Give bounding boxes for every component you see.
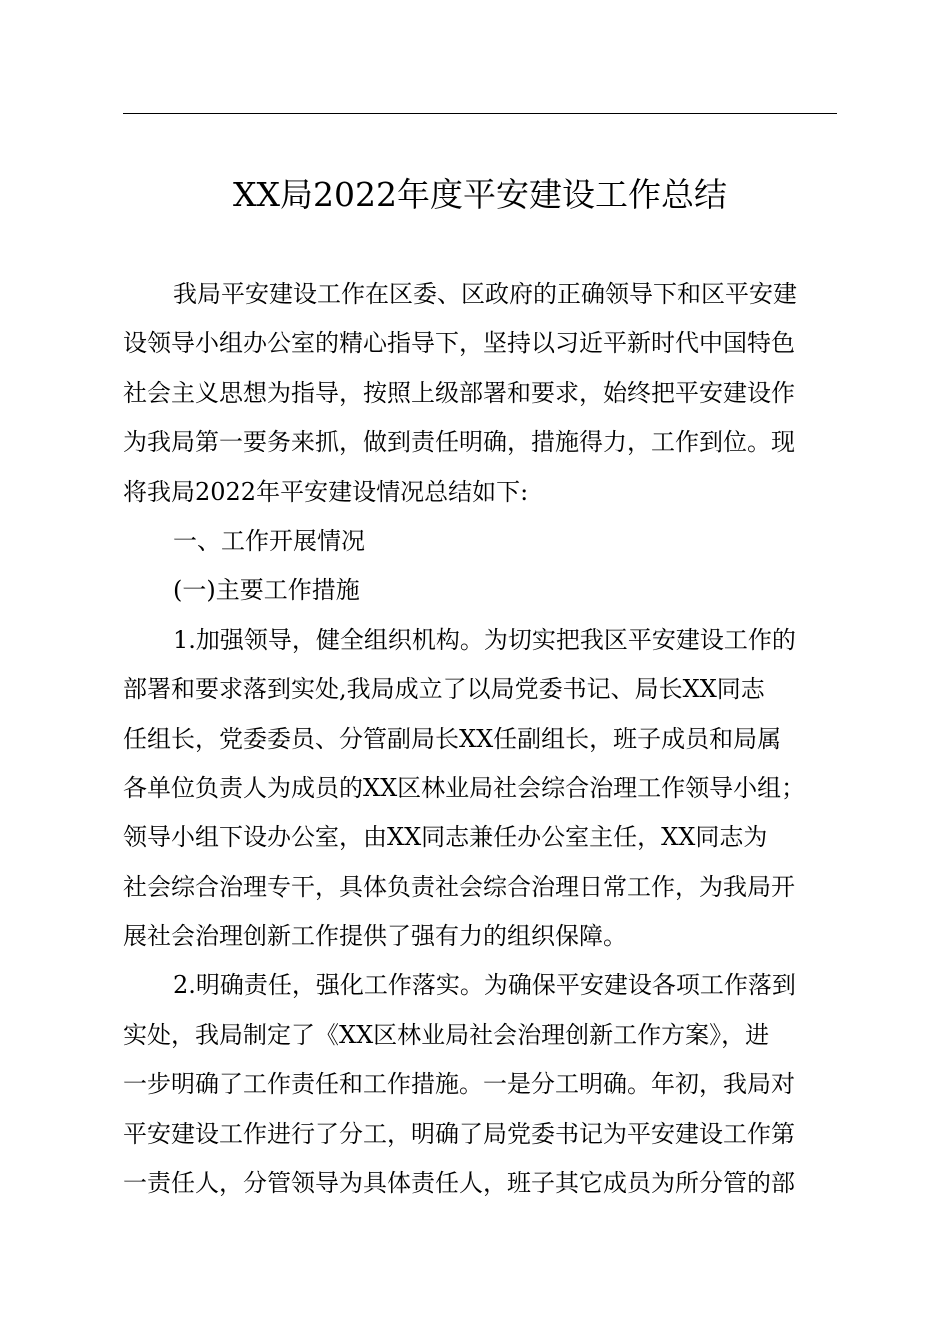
paragraph-line: 设领导小组办公室的精心指导下，坚持以习近平新时代中国特色 bbox=[123, 329, 795, 358]
paragraph-line: 1.加强领导，健全组织机构。为切实把我区平安建设工作的 bbox=[173, 625, 796, 654]
paragraph-line: 将我局2022年平安建设情况总结如下: bbox=[123, 477, 529, 506]
paragraph-line: 一步明确了工作责任和工作措施。一是分工明确。年初，我局对 bbox=[123, 1070, 795, 1099]
paragraph-line: 社会主义思想为指导，按照上级部署和要求，始终把平安建设作 bbox=[123, 378, 795, 407]
section-heading: 一、工作开展情况 bbox=[173, 526, 365, 555]
paragraph-line: 展社会治理创新工作提供了强有力的组织保障。 bbox=[123, 922, 627, 951]
header-rule bbox=[123, 113, 837, 114]
subsection-heading: (一)主要工作措施 bbox=[173, 576, 360, 605]
paragraph-line: 我局平安建设工作在区委、区政府的正确领导下和区平安建 bbox=[173, 280, 797, 308]
paragraph-line: 2.明确责任，强化工作落实。为确保平安建设各项工作落到 bbox=[173, 971, 796, 1000]
paragraph-line: 一责任人，分管领导为具体责任人，班子其它成员为所分管的部 bbox=[123, 1169, 795, 1198]
document-title: XX局2022年度平安建设工作总结 bbox=[233, 175, 727, 214]
paragraph-line: 任组长，党委委员、分管副局长XX任副组长，班子成员和局属 bbox=[123, 724, 782, 753]
paragraph-line: 各单位负责人为成员的XX区林业局社会综合治理工作领导小组； bbox=[123, 773, 806, 802]
paragraph-line: 平安建设工作进行了分工，明确了局党委书记为平安建设工作第 bbox=[123, 1119, 795, 1148]
paragraph-line: 社会综合治理专干，具体负责社会综合治理日常工作，为我局开 bbox=[123, 872, 795, 901]
document-body bbox=[123, 270, 883, 1208]
paragraph-line: 部署和要求落到实处,我局成立了以局党委书记、局长XX同志 bbox=[123, 675, 765, 704]
paragraph-line: 领导小组下设办公室，由XX同志兼任办公室主任，XX同志为 bbox=[123, 823, 768, 852]
paragraph-line: 实处，我局制定了《XX区林业局社会治理创新工作方案》，进 bbox=[123, 1020, 770, 1049]
paragraph-line: 为我局第一要务来抓，做到责任明确，措施得力，工作到位。现 bbox=[123, 428, 795, 457]
